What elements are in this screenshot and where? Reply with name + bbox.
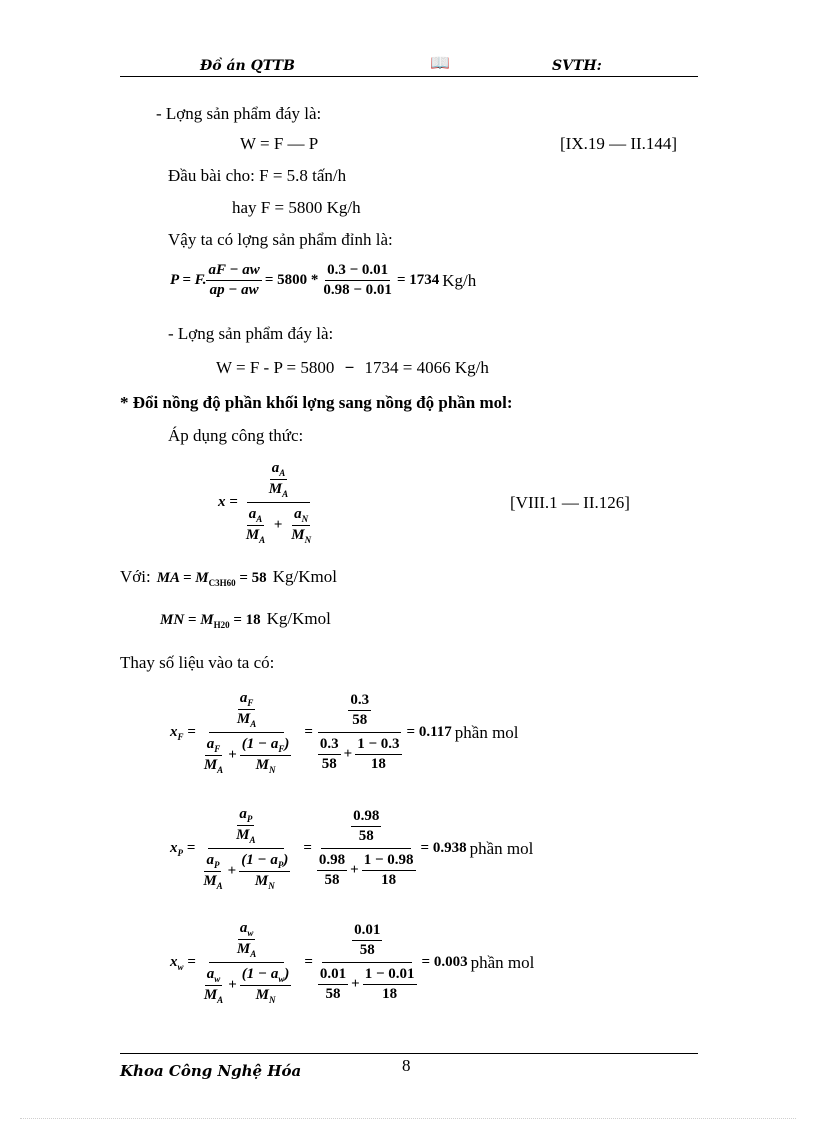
- with-ma: [120, 567, 337, 588]
- mn-rhs: = 18: [233, 612, 261, 628]
- eq-p-res: = 1734: [396, 272, 440, 289]
- line-bottom-product-2: - Lợng sản phẩm đáy là:: [168, 324, 334, 343]
- formula-x: x = $\frac{a_A}{M_A}$ $\frac{a_A}{M_A}$ + $\frac{a_N}{M_N}$: [218, 460, 315, 545]
- result-unit: phần mol: [470, 952, 535, 972]
- eq-p-den2: 0.98 − 0.01: [323, 282, 392, 299]
- eq-w-part1: W = F - P = 5800: [216, 358, 335, 377]
- header-svth: SVTH:: [552, 58, 602, 74]
- result-lhs: $x_w$ =: [170, 953, 196, 972]
- eq-p-unit: Kg/h: [442, 270, 477, 290]
- result-value: = 0.117: [406, 724, 452, 741]
- mn-unit: Kg/Kmol: [266, 609, 331, 628]
- result-equation: $x_P$ = $\frac{a_P}{M_A}$ $\frac{a_P}{M_A}$ + $\frac{(1 - a_P)}{M_N}$ = $\frac{0.98}{58}$ $\frac{0.98}{58}$ + $\frac{1 - 0.98}{18}$ = 0.938 phần mol: [170, 806, 534, 892]
- eq-p-lhs: P = F.: [170, 272, 207, 289]
- with-mn: [160, 609, 331, 630]
- equation-w-value: W = F - P = 5800 − 1734 = 4066 Kg/h: [216, 358, 489, 377]
- eq-p-num2: 0.3 − 0.01: [325, 262, 390, 281]
- ma-rhs: = 58: [239, 570, 267, 586]
- eq-p-mid: = 5800 *: [264, 272, 319, 289]
- reference-1: [IX.19 — II.144]: [560, 134, 678, 153]
- eq-w-part2: 1734 = 4066 Kg/h: [364, 358, 489, 377]
- equation-w: W = F — P: [240, 134, 319, 153]
- page-edge: [20, 1118, 796, 1119]
- apply-formula: Áp dụng công thức:: [168, 426, 304, 445]
- result-value: = 0.938: [420, 840, 467, 857]
- result-equation: $x_F$ = $\frac{a_F}{M_A}$ $\frac{a_F}{M_A}$ + $\frac{(1 - a_F)}{M_N}$ = $\frac{0.3}{58}$ $\frac{0.3}{58}$ + $\frac{1 - 0.3}{18}$ = 0.117 phần mol: [170, 690, 519, 776]
- footer-faculty: Khoa Công Nghệ Hóa: [120, 1062, 302, 1080]
- eq-p-frac2: [321, 262, 394, 300]
- eq-p-num1: aF − aw: [206, 262, 261, 281]
- mn-lhs: MN = M: [160, 612, 214, 628]
- page-number: 8: [402, 1056, 411, 1075]
- reference-2: [VIII.1 — II.126]: [510, 493, 630, 512]
- book-icon: 📖: [430, 55, 450, 72]
- header-rule: [120, 76, 698, 77]
- section-heading: * Đổi nồng độ phần khối lợng sang nồng độ phần mol:: [120, 393, 513, 412]
- result-equation: $x_w$ = $\frac{a_w}{M_A}$ $\frac{a_w}{M_A}$ + $\frac{(1 - a_w)}{M_N}$ = $\frac{0.01}{58}$ $\frac{0.01}{58}$ + $\frac{1 - 0.01}{18}$ = 0.003 phần mol: [170, 920, 535, 1006]
- equation-p: [170, 262, 476, 300]
- result-lhs: $x_F$ =: [170, 723, 196, 742]
- line-top-product: Vậy ta có lợng sản phẩm đỉnh là:: [168, 230, 393, 249]
- result-unit: phần mol: [454, 722, 519, 742]
- ma-lhs: MA = M: [156, 570, 209, 586]
- header-title: Đồ án QTTB: [200, 58, 295, 74]
- ma-sub: C3H60: [208, 578, 236, 588]
- line-bottom-product: - Lợng sản phẩm đáy là:: [156, 104, 322, 123]
- eq-p-frac1: [206, 262, 261, 300]
- result-unit: phần mol: [469, 838, 534, 858]
- eq-p-den1: ap − aw: [209, 282, 259, 299]
- given-f-kg: hay F = 5800 Kg/h: [232, 198, 361, 217]
- result-value: = 0.003: [421, 954, 468, 971]
- footer-rule: [120, 1053, 698, 1054]
- result-lhs: $x_P$ =: [170, 839, 196, 858]
- ma-unit: Kg/Kmol: [272, 567, 337, 586]
- mn-sub: H20: [213, 620, 230, 630]
- with-label: Với:: [120, 567, 151, 586]
- given-f: Đầu bài cho: F = 5.8 tấn/h: [168, 166, 347, 185]
- formula-x-frac: $\frac{a_A}{M_A}$ $\frac{a_A}{M_A}$ + $\frac{a_N}{M_N}$: [245, 460, 312, 546]
- substitute-label: Thay số liệu vào ta có:: [120, 653, 275, 672]
